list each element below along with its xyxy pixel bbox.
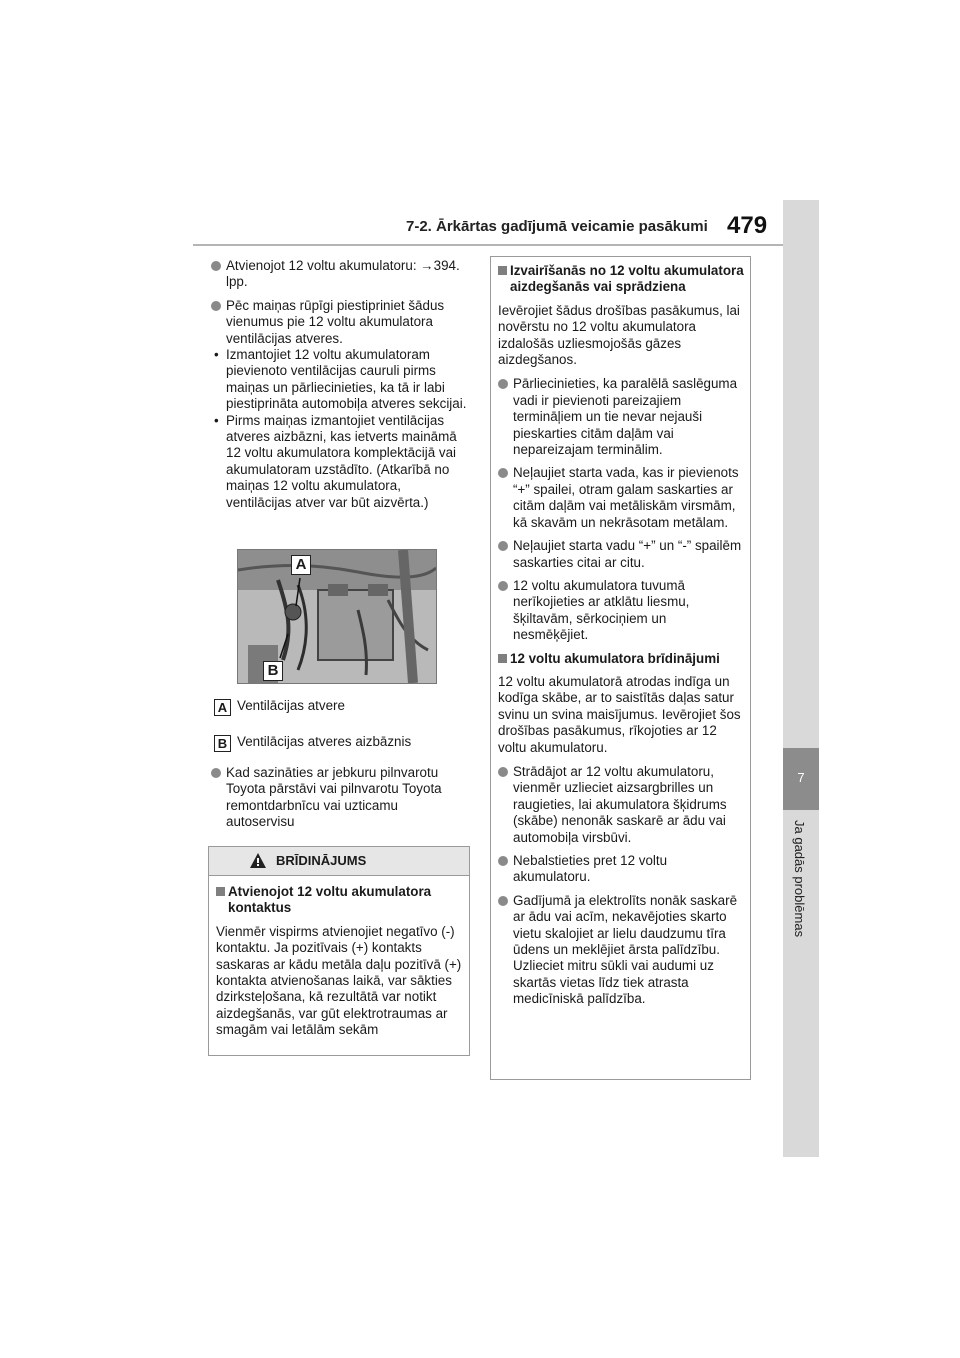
square-bullet-icon: [498, 266, 507, 275]
caution-body: [498, 263, 744, 1015]
warning-box: [208, 846, 470, 1056]
callout-a: A: [291, 555, 311, 575]
legend-key-a: A: [214, 699, 231, 716]
bullet-disconnect: [211, 258, 467, 291]
left-column-bottom: [211, 765, 467, 838]
bullet-contact-dealer: [211, 765, 467, 831]
bullet-text: Kad sazināties ar jebkuru pilnvarotu Toyota pārstāvi vai pilnvarotu Toyota remontdarbnīcu vai uzticamu autoservisu: [226, 765, 442, 830]
bullet-dot: [498, 767, 508, 777]
chapter-side-tab: [783, 200, 819, 1157]
square-bullet-icon: [498, 654, 507, 663]
legend-key-b: B: [214, 735, 231, 752]
warning-triangle-icon: [249, 852, 267, 869]
caution-bullet-text: Pārliecinieties, ka paralēlā saslēguma vadi ir pievienoti pareizajiem termināļiem un tie nevar nejauši pieskarties citām daļām vai nepareizajam terminālim.: [513, 376, 738, 458]
caution-bullet-text: Neļaujiet starta vada, kas ir pievienots “+” spailei, otram galam saskarties ar citām daļām vai metāliskām virsmām, kā skavām un nekrāsotam metālam.: [513, 465, 739, 530]
bullet-attach: [211, 298, 467, 347]
left-column: [211, 258, 467, 511]
square-bullet-icon: [216, 887, 225, 896]
caution-bullet-text: Strādājot ar 12 voltu akumulatoru, vienmēr uzlieciet aizsargbrilles un raugieties, lai akumulatora šķidrums (skābe) nenonāk saskarē ar ādu vai automobiļa virsbūvi.: [513, 763, 727, 845]
caution-heading-text: Izvairīšanās no 12 voltu akumulatora aizdegšanās vai sprādziena: [510, 263, 744, 295]
bullet-dot: [498, 896, 508, 906]
bullet-dot: [211, 261, 221, 271]
warning-heading: [216, 884, 462, 917]
sub-marker: •: [214, 347, 219, 363]
header-rule: [193, 244, 783, 246]
caution-bullet: [498, 853, 744, 886]
caution-bullet-text: Gadījumā ja elektrolīts nonāk saskarē ar ādu vai acīm, nekavējoties skarto vietu skalojiet ar lielu daudzumu tīra ūdens un meklējiet ārsta palīdzību. Uzlieciet mitru sūkli vai audumi uz skartās vietas līdz tiek atrasta medicīniskā palīdzība.: [513, 892, 738, 1007]
warning-title: BRĪDINĀJUMS: [276, 853, 367, 868]
bullet-dot: [498, 468, 508, 478]
caution-bullet: [498, 578, 744, 644]
chapter-number: 7: [797, 770, 805, 785]
caution-heading-2: [498, 651, 744, 667]
sub-item-text: Pirms maiņas izmantojiet ventilācijas atveres aizbāzni, kas ietverts maināmā 12 voltu akumulatora komplektācijā vai akumulatoram uzstādīto. (Atkarībā no maiņas 12 voltu akumulatora, ventilācijas atver var būt aizvērta.): [226, 412, 457, 510]
caution-heading-text: 12 voltu akumulatora brīdinājumi: [510, 650, 720, 666]
warning-heading-text: Atvienojot 12 voltu akumulatora kontaktus: [228, 884, 432, 916]
legend-item-a: [214, 698, 345, 716]
warning-box-header: [209, 847, 469, 876]
bullet-dot: [211, 768, 221, 778]
caution-bullet-text: Neļaujiet starta vadu “+” un “-” spailēm saskarties citai ar citu.: [513, 538, 742, 570]
bullet-dot: [498, 379, 508, 389]
battery-vent-photo: [237, 549, 437, 684]
legend-item-b: [214, 734, 411, 752]
caution-bullet-text: Nebalstieties pret 12 voltu akumulatoru.: [513, 853, 668, 885]
chapter-title: Ja gadās problēmas: [792, 820, 807, 938]
sub-marker: •: [214, 412, 219, 428]
bullet-dot: [498, 541, 508, 551]
caution-bullet: [498, 538, 744, 571]
caution-intro-2: 12 voltu akumulatorā atrodas indīga un kodīga skābe, ar to saistītās daļas satur svinu un svina maisījumus. Ievērojiet šos drošības pasākumus, rīkojoties ar 12 voltu akumulatoru.: [498, 673, 741, 755]
bullet-dot: [211, 301, 221, 311]
bullet-text: Pēc maiņas rūpīgi piestipriniet šādus vienumus pie 12 voltu akumulatora ventilācijas atveres.: [226, 297, 445, 346]
bullet-dot: [498, 856, 508, 866]
caution-bullet: [498, 465, 744, 531]
warning-body: [216, 884, 462, 1039]
page-number: 479: [727, 212, 768, 239]
sub-item: [211, 347, 467, 413]
callout-b: B: [263, 661, 283, 681]
legend-text-a: Ventilācijas atvere: [237, 698, 345, 713]
section-title: 7-2. Ārkārtas gadījumā veicamie pasākumi: [406, 218, 708, 235]
caution-heading-1: [498, 263, 744, 296]
sub-item-text: Izmantojiet 12 voltu akumulatoram pievienoto ventilācijas cauruli pirms maiņas un pārliecinieties, ka tā ir labi piestiprināta automobiļa atveres sekcijai.: [226, 347, 467, 412]
warning-text: Vienmēr vispirms atvienojiet negatīvo (-) kontaktu. Ja pozitīvais (+) kontakts saskaras ar kādu metāla daļu pozitīvā (+) kontakta atvienošanas laikā, var sākties dzirksteļošana, kā rezultātā var notikt aizdegšanās, var gūt elektrotraumas ar smagām vai letālām sekām: [216, 923, 462, 1038]
legend-text-b: Ventilācijas atveres aizbāznis: [237, 734, 412, 749]
caution-bullet-text: 12 voltu akumulatora tuvumā nerīkojieties ar atklātu liesmu, šķiltavām, sērkociņiem un nesmēķējiet.: [513, 577, 690, 643]
caution-bullet: [498, 893, 744, 1008]
bullet-text: Atvienojot 12 voltu akumulatoru: →394. lpp.: [226, 258, 460, 290]
caution-box: [490, 256, 751, 1080]
caution-intro-1: Ievērojiet šādus drošības pasākumus, lai novērstu no 12 voltu akumulatora izdalošās uzliesmojošās gāzes aizdegšanos.: [498, 302, 740, 368]
bullet-dot: [498, 581, 508, 591]
sub-item: [211, 413, 467, 511]
caution-bullet: [498, 764, 744, 846]
caution-bullet: [498, 376, 744, 458]
